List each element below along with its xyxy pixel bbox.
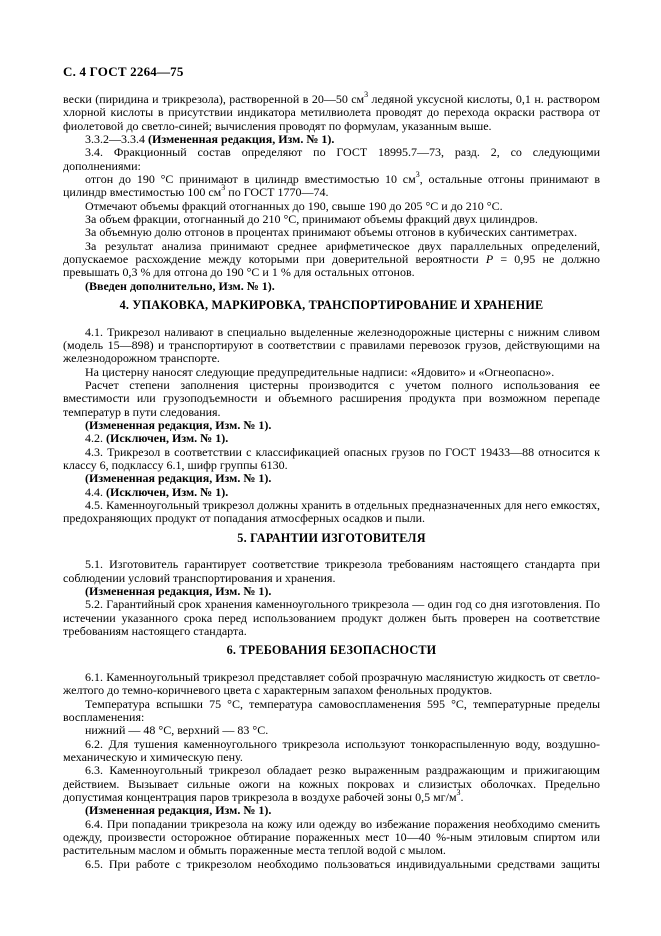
section-6-heading (63, 644, 600, 658)
text-run: 4.3. Трикрезол в соответствии с классификацией опасных грузов по ГОСТ 19433—88 относится к классу 6, подклассу 6.1, шифр группы 6130. (63, 444, 600, 473)
paragraph (63, 170, 601, 200)
text-run: 4.4. (85, 484, 106, 499)
text-run: (Измененная редакция, Изм. № 1). (85, 471, 272, 486)
text-run: 3 (221, 183, 226, 193)
section-5-heading (63, 532, 600, 546)
text-run: 6.3. Каменноугольный трикрезол обладает резко выраженным раздражающим и прижигающим действием. Вызывает сильные ожоги на кожных покровах и слизистых оболочках. Предельно допустимая концентрация паров трикрезола в воздухе рабочей зоны 0,5 мг/м (63, 763, 600, 804)
text-run: За объемную долю отгонов в процентах принимают объемы отгонов в кубических сантиметрах. (85, 225, 578, 240)
text-run: 3.3.2—3.3.4 (85, 132, 148, 147)
section-4-heading (63, 299, 600, 313)
text-run: За объем фракции, отогнанный до 210 °С, принимают объемы фракций двух цилиндров. (85, 212, 538, 227)
paragraph (63, 366, 600, 379)
text-run: 6.5. При работе с трикрезолом необходимо пользоваться индивидуальными средствами защиты (85, 856, 600, 871)
text-run: 4.5. Каменноугольный трикрезол должны хранить в отдельных предназначенных для него емкостях, предохраняющих продукт от попадания атмосферных осадков и пыли. (63, 498, 600, 526)
document-content (63, 90, 601, 871)
text-run: (Введен дополнительно, Изм. № 1). (85, 278, 275, 293)
paragraph (63, 326, 600, 366)
text-run: 3 (415, 170, 420, 180)
text-run: 3.4. Фракционный состав определяют по ГОСТ 18995.7—73, разд. 2, со следующими дополнениями: (63, 145, 600, 173)
text-run: 6.4. При попадании трикрезола на кожу или одежду во избежание поражения необходимо сменить одежду, произвести осторожное обтирание пораженных мест 10—40 %-ным этиловым спиртом или растительным маслом и обмыть пораженные места теплой водой с мылом. (63, 816, 600, 858)
text-run: (Исключен, Изм. № 1). (106, 484, 229, 499)
paragraph (63, 764, 600, 804)
text-run: За результат анализа принимают среднее арифметическое двух параллельных определений, допускаемое расхождение между которыми при доверительной вероятности (63, 238, 600, 267)
text-run: по ГОСТ 1770—74. (225, 185, 329, 200)
paragraph (63, 226, 600, 239)
paragraph (63, 598, 600, 638)
text-run: 6.2. Для тушения каменноугольного трикрезола используют тонкораспыленную воду, воздушно-механическую и химическую пену. (63, 736, 600, 764)
text-run: 4. УПАКОВКА, МАРКИРОВКА, ТРАНСПОРТИРОВАНИЕ И ХРАНЕНИЕ (119, 298, 544, 313)
text-run: нижний — 48 °С, верхний — 83 °С. (85, 723, 269, 738)
paragraph (63, 585, 600, 598)
text-run: 4.2. (85, 431, 106, 446)
text-run: вески (пиридина и трикрезола), растворенной в 20—50 см (63, 92, 365, 106)
text-run: Расчет степени заполнения цистерны производится с учетом полного использования ее вместимости или грузоподъемности и объемного расширения продукта при возможном перепаде температур в пути следования. (63, 378, 600, 419)
paragraph (63, 486, 600, 499)
text-run: Температура вспышки 75 °С, температура самовоспламенения 595 °С, температурные пределы воспламенения: (63, 696, 600, 724)
text-run: (Измененная редакция, Изм. № 1). (85, 803, 272, 818)
text-run: (Измененная редакция, Изм. № 1). (148, 132, 335, 147)
paragraph (63, 379, 600, 419)
paragraph (63, 419, 600, 432)
text-run: 3 (456, 787, 461, 797)
paragraph (63, 472, 600, 485)
text-run: Отмечают объемы фракций отогнанных до 190, свыше 190 до 205 °С и до 210 °С. (85, 198, 503, 213)
paragraph (63, 446, 600, 473)
text-run: = 0,95 не должно превышать 0,3 % для отгона до 190 °С и 1 % для остальных отгонов. (63, 252, 601, 280)
paragraph (63, 499, 600, 526)
paragraph (63, 804, 600, 817)
paragraph (63, 280, 600, 293)
text-run: 4.1. Трикрезол наливают в специально выделенные железнодорожные цистерны с нижним сливом (модель 15—898) и транспортируют в соответствии с правилами перевозок грузов, действующими на железнодорожном транспорте. (63, 324, 600, 366)
text-run: (Исключен, Изм. № 1). (106, 431, 229, 446)
text-run: 5. ГАРАНТИИ ИЗГОТОВИТЕЛЯ (237, 530, 426, 545)
paragraph (63, 724, 600, 737)
paragraph (63, 133, 600, 146)
paragraph (63, 858, 600, 871)
page-header: С. 4 ГОСТ 2264—75 (63, 64, 184, 79)
text-run: , остальные отгоны принимают в цилиндр вместимостью 100 см (63, 172, 601, 200)
text-run: На цистерну наносят следующие предупредительные надписи: «Ядовито» и «Огнеопасно». (85, 364, 555, 379)
paragraph (63, 818, 600, 858)
text-run: отгон до 190 °С принимают в цилиндр вместимостью 10 см (85, 172, 416, 187)
paragraph (63, 558, 600, 585)
paragraph (63, 432, 600, 445)
text-run: 3 (364, 90, 369, 99)
paragraph (63, 90, 600, 133)
text-run: . (460, 789, 464, 804)
text-run: (Измененная редакция, Изм. № 1). (85, 584, 272, 598)
text-run: 6.1. Каменноугольный трикрезол представляет собой прозрачную маслянистую жидкость от светло-желтого до темно-коричневого цвета с характерным запахом фенольных продуктов. (63, 669, 600, 698)
text-run: 5.1. Изготовитель гарантирует соответствие трикрезола требованиям настоящего стандарта при соблюдении условий транспортирования и хранения. (63, 557, 600, 585)
paragraph (63, 213, 600, 226)
paragraph (63, 240, 600, 280)
paragraph (63, 698, 600, 725)
paragraph (63, 200, 600, 213)
text-run: 5.2. Гарантийный срок хранения каменноугольного трикрезола — один год со дня изготовления. По истечении указанного срока перед использованием продукт должен быть проверен на соответствие требованиям настоящего стандарта. (63, 597, 600, 639)
text-run: ледяной уксусной кислоты, 0,1 н. раствором хлорной кислоты в присутствии индикатора метилвиолета проводят до перехода окраски раствора от фиолетовой до светло-синей; вычисления проводят по формулам, указанным выше. (63, 92, 600, 133)
text-run: Р (485, 252, 494, 267)
text-run: 6. ТРЕБОВАНИЯ БЕЗОПАСНОСТИ (226, 643, 437, 658)
text-run: (Измененная редакция, Изм. № 1). (85, 418, 272, 433)
paragraph (63, 146, 600, 173)
paragraph (63, 671, 600, 698)
paragraph (63, 738, 600, 765)
